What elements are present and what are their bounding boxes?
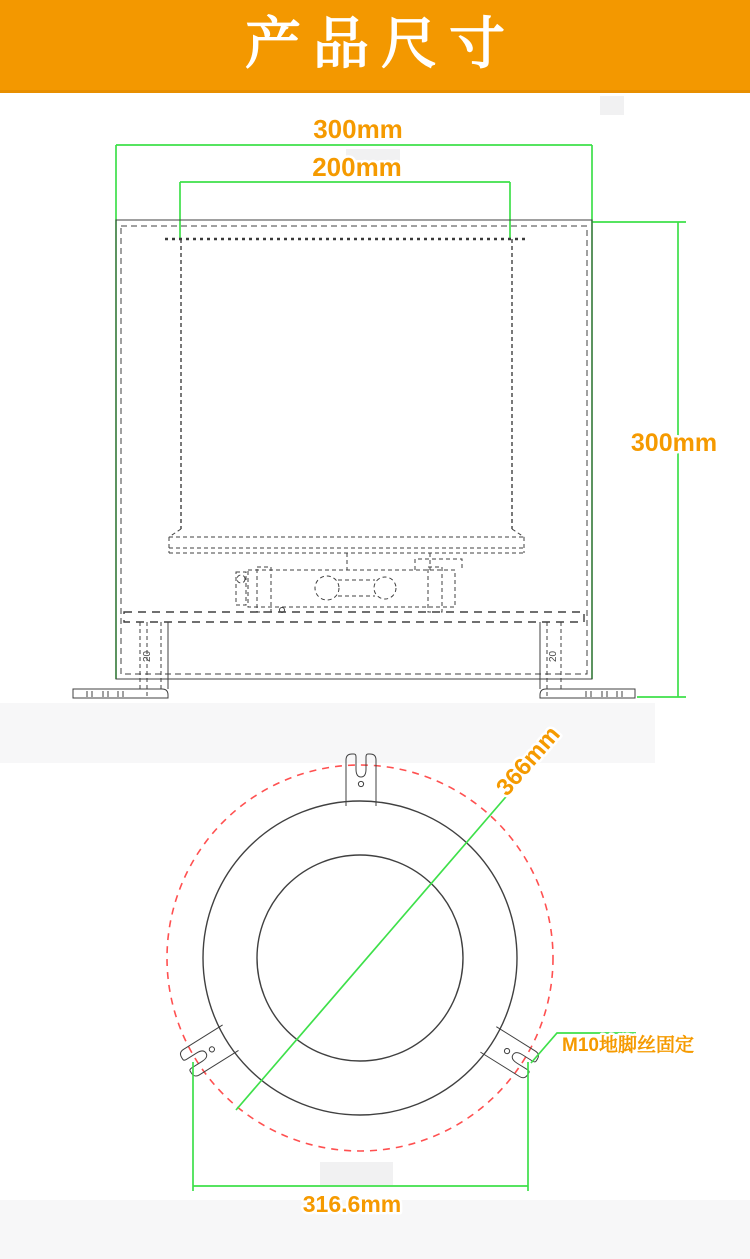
- right-foot-hatch: [586, 691, 622, 697]
- outer-base-circle: [203, 801, 517, 1115]
- bottom-view: [167, 721, 694, 1217]
- anchor-note-label: M10地脚丝固定: [562, 1035, 694, 1056]
- bolt-span-label: 316.6mm: [302, 1191, 402, 1217]
- width-300-label: 300mm: [313, 114, 403, 144]
- diagonal-366-label: 366mm: [491, 721, 566, 802]
- page-title: 产品尺寸: [245, 14, 517, 76]
- left-foot-dim-label: 20: [142, 650, 153, 662]
- bolt-circle: [167, 765, 553, 1151]
- bracket-hole: [237, 575, 245, 583]
- height-300-label: 300mm: [630, 429, 718, 457]
- mount-column-left: [257, 567, 271, 612]
- pot-flange-right: [512, 529, 524, 537]
- right-foot-plate: [540, 689, 635, 698]
- watermark-patch: [600, 96, 624, 115]
- watermark-patch: [320, 1162, 393, 1185]
- left-foot-hatch: [87, 691, 123, 697]
- mounting-tab-lower-right: [480, 1027, 540, 1080]
- load-cell-body: [248, 570, 455, 607]
- tab-hole: [503, 1047, 510, 1054]
- pot-flange-left: [169, 529, 181, 537]
- load-cell-step: [415, 559, 462, 570]
- width-200-label: 200mm: [312, 152, 402, 182]
- mount-column-right: [428, 567, 442, 612]
- load-cell-bore-left: [315, 576, 339, 600]
- load-cell-bore-right: [374, 577, 396, 599]
- outer-housing-outline: [116, 220, 592, 679]
- load-cell-assembly: [236, 553, 462, 613]
- tab-outline: [179, 1025, 239, 1078]
- tab-hole: [358, 781, 363, 786]
- mounting-tab-lower-left: [179, 1025, 239, 1078]
- front-view-dimension-lines: [116, 145, 686, 697]
- inner-base-circle: [257, 855, 463, 1061]
- right-foot-dim-label: 20: [548, 650, 559, 662]
- tab-outline: [480, 1027, 540, 1080]
- inner-pot: [169, 239, 524, 553]
- front-view: [73, 114, 717, 698]
- base-plate-strip: [124, 612, 584, 622]
- tab-hole: [208, 1046, 215, 1053]
